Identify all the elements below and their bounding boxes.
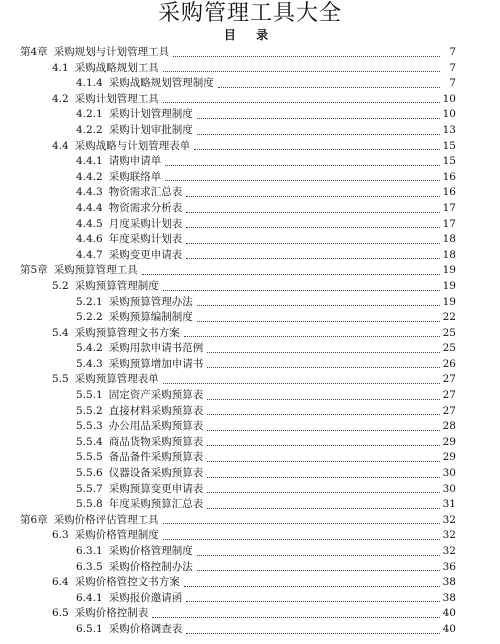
- toc-entry-page-number: 27: [442, 373, 456, 386]
- toc-entry-title: 采购计划管理制度: [108, 108, 193, 121]
- toc-entry-page-number: 38: [442, 576, 456, 589]
- toc-entry[interactable]: [0, 497, 500, 513]
- toc-entry-title: 采购报价邀请函: [108, 591, 183, 604]
- toc-entry-page-number: 27: [442, 389, 456, 402]
- toc-entry-number: 6.5: [52, 607, 69, 620]
- toc-entry-number: 4.2.2: [76, 123, 103, 136]
- toc-entry-title: 采购价格管理制度: [108, 545, 193, 557]
- dot-leader: [207, 367, 440, 368]
- toc-entry[interactable]: [0, 263, 500, 279]
- toc-entry-number: 5.5.2: [76, 404, 103, 417]
- toc-entry-number: 4.4: [52, 139, 69, 152]
- table-of-contents: [0, 45, 500, 638]
- toc-entry-page-number: 30: [442, 482, 456, 495]
- toc-entry-number: 5.4.3: [76, 357, 103, 370]
- toc-entry-page-number: 17: [442, 217, 456, 230]
- toc-entry[interactable]: [0, 326, 500, 342]
- toc-entry-number: 5.5.8: [76, 498, 103, 511]
- dot-leader: [152, 617, 440, 618]
- toc-entry-title: 物资需求汇总表: [108, 186, 183, 199]
- toc-entry-page-number: 16: [442, 186, 456, 199]
- toc-entry-number: 6.3: [52, 529, 69, 542]
- toc-entry-page-number: 31: [442, 498, 456, 511]
- dot-leader: [186, 243, 440, 244]
- toc-entry-number: 6.3.5: [76, 560, 103, 573]
- toc-entry-number: 5.4.2: [76, 342, 103, 355]
- toc-entry[interactable]: [0, 528, 500, 544]
- dot-leader: [207, 399, 440, 400]
- dot-leader: [184, 586, 440, 587]
- document-title: 采购管理工具大全: [157, 1, 342, 26]
- toc-entry-title: 采购预算管理文书方案: [74, 326, 180, 339]
- toc-entry[interactable]: [0, 279, 500, 295]
- toc-entry-title: 采购价格管控文书方案: [74, 576, 180, 589]
- toc-entry-title: 采购战略规划管理制度: [108, 77, 214, 90]
- toc-entry[interactable]: [0, 622, 500, 638]
- toc-entry-title: 采购计划管理工具: [74, 92, 159, 105]
- toc-entry-page-number: 26: [442, 357, 456, 370]
- toc-entry-title: 采购价格控制表: [74, 607, 149, 620]
- dot-leader: [186, 227, 440, 228]
- toc-entry-number: 4.1.4: [76, 77, 103, 90]
- toc-entry[interactable]: [0, 544, 500, 560]
- toc-entry-title: 采购预算管理工具: [53, 264, 138, 277]
- toc-entry-title: 固定资产采购预算表: [108, 389, 204, 402]
- dot-leader: [197, 570, 440, 571]
- dot-leader: [163, 523, 440, 524]
- toc-entry-number: 5.5.4: [76, 435, 103, 448]
- toc-entry-title: 采购用款申请书范例: [108, 342, 204, 355]
- toc-entry-page-number: 7: [449, 77, 456, 90]
- toc-entry-number: 5.5.1: [76, 389, 103, 402]
- toc-entry-page-number: 7: [449, 46, 456, 58]
- dot-leader: [207, 445, 440, 446]
- toc-entry-page-number: 30: [442, 467, 456, 480]
- toc-entry-title: 采购价格控制办法: [108, 560, 193, 573]
- dot-leader: [194, 149, 440, 150]
- toc-entry-number: 4.4.5: [76, 217, 103, 230]
- toc-entry-page-number: 32: [442, 545, 456, 557]
- dot-leader: [197, 555, 440, 556]
- toc-entry[interactable]: [0, 217, 500, 233]
- toc-entry-title: 采购预算管理办法: [108, 295, 193, 308]
- toc-entry-number: 第5章: [20, 264, 48, 277]
- toc-entry-title: 采购战略与计划管理表单: [74, 139, 191, 152]
- toc-entry-page-number: 28: [442, 420, 456, 433]
- dot-leader: [186, 633, 440, 634]
- toc-entry-number: 4.4.3: [76, 186, 103, 199]
- toc-entry[interactable]: [0, 76, 500, 92]
- toc-entry-page-number: 19: [442, 295, 456, 308]
- toc-entry-page-number: 16: [442, 170, 456, 183]
- dot-leader: [197, 321, 440, 322]
- toc-entry-page-number: 10: [442, 92, 456, 105]
- toc-entry-number: 4.4.4: [76, 201, 103, 214]
- toc-entry-page-number: 29: [442, 451, 456, 464]
- toc-entry[interactable]: [0, 435, 500, 451]
- toc-entry[interactable]: [0, 139, 500, 155]
- dot-leader: [197, 305, 440, 306]
- dot-leader: [207, 461, 440, 462]
- toc-entry-title: 请购申请单: [108, 155, 162, 168]
- dot-leader: [163, 102, 440, 103]
- dot-leader: [207, 430, 440, 431]
- toc-entry[interactable]: [0, 357, 500, 373]
- toc-entry-title: 采购联络单: [108, 170, 162, 183]
- toc-entry-page-number: 22: [442, 311, 456, 324]
- toc-entry-page-number: 19: [442, 264, 456, 277]
- toc-entry-page-number: 15: [442, 139, 456, 152]
- toc-entry[interactable]: [0, 404, 500, 420]
- toc-entry-title: 采购计划审批制度: [108, 123, 193, 136]
- toc-entry[interactable]: [0, 154, 500, 170]
- toc-entry[interactable]: [0, 232, 500, 248]
- toc-entry-title: 月度采购计划表: [108, 217, 183, 230]
- toc-entry-number: 4.2.1: [76, 108, 103, 121]
- dot-leader: [186, 258, 440, 259]
- dot-leader: [173, 56, 440, 57]
- toc-entry[interactable]: [0, 341, 500, 357]
- toc-entry-number: 5.4: [52, 326, 69, 339]
- toc-entry[interactable]: [0, 388, 500, 404]
- toc-entry-page-number: 15: [442, 155, 456, 168]
- dot-leader: [207, 492, 440, 493]
- toc-entry-page-number: 17: [442, 201, 456, 214]
- toc-heading: 目 录: [223, 28, 277, 42]
- toc-entry-title: 直接材料采购预算表: [108, 404, 204, 417]
- toc-entry[interactable]: [0, 248, 500, 264]
- toc-entry-title: 年度采购计划表: [108, 233, 183, 246]
- dot-leader: [207, 477, 440, 478]
- toc-entry-title: 采购战略规划工具: [74, 61, 159, 74]
- toc-entry-number: 5.5.5: [76, 451, 103, 464]
- toc-entry-number: 6.4.1: [76, 591, 103, 604]
- dot-leader: [218, 87, 440, 88]
- toc-entry-title: 备品备件采购预算表: [108, 451, 204, 464]
- toc-entry-number: 第6章: [20, 513, 48, 526]
- toc-entry[interactable]: [0, 185, 500, 201]
- toc-entry-page-number: 40: [442, 622, 456, 635]
- toc-entry[interactable]: [0, 560, 500, 576]
- toc-entry[interactable]: [0, 450, 500, 466]
- dot-leader: [207, 352, 440, 353]
- toc-entry-page-number: 10: [442, 108, 456, 121]
- toc-entry[interactable]: [0, 45, 500, 61]
- toc-entry[interactable]: [0, 170, 500, 186]
- toc-entry-number: 5.2.2: [76, 311, 103, 324]
- dot-leader: [186, 601, 440, 602]
- toc-entry-title: 采购变更申请表: [108, 248, 183, 261]
- toc-entry-page-number: 25: [442, 342, 456, 355]
- toc-entry[interactable]: [0, 92, 500, 108]
- toc-entry-number: 6.3.1: [76, 545, 103, 557]
- dot-leader: [186, 212, 440, 213]
- toc-entry[interactable]: [0, 61, 500, 77]
- toc-entry-page-number: 38: [442, 591, 456, 604]
- toc-entry[interactable]: [0, 372, 500, 388]
- toc-entry-title: 物资需求分析表: [108, 201, 183, 214]
- toc-entry-page-number: 29: [442, 435, 456, 448]
- toc-entry-number: 4.4.7: [76, 248, 103, 261]
- toc-entry-title: 采购规划与计划管理工具: [53, 46, 170, 58]
- dot-leader: [207, 414, 440, 415]
- toc-entry[interactable]: [0, 201, 500, 217]
- toc-entry[interactable]: [0, 575, 500, 591]
- toc-entry-page-number: 18: [442, 248, 456, 261]
- toc-entry-title: 采购价格管理制度: [74, 529, 159, 542]
- toc-entry[interactable]: [0, 466, 500, 482]
- toc-entry-number: 5.2: [52, 279, 69, 292]
- dot-leader: [186, 196, 440, 197]
- toc-entry-title: 采购预算编制制度: [108, 311, 193, 324]
- toc-entry-number: 5.2.1: [76, 295, 103, 308]
- toc-entry[interactable]: [0, 295, 500, 311]
- toc-entry-number: 5.5.6: [76, 467, 103, 480]
- dot-leader: [165, 180, 440, 181]
- toc-entry-page-number: 25: [442, 326, 456, 339]
- toc-entry-page-number: 27: [442, 404, 456, 417]
- toc-entry-number: 4.4.2: [76, 170, 103, 183]
- toc-entry[interactable]: [0, 107, 500, 123]
- dot-leader: [207, 508, 440, 509]
- toc-entry-title: 仪器设备采购预算表: [108, 467, 204, 480]
- toc-entry-title: 商品货物采购预算表: [108, 435, 204, 448]
- toc-entry-page-number: 32: [442, 529, 456, 542]
- toc-entry[interactable]: [0, 513, 500, 529]
- toc-entry-title: 采购预算增加申请书: [108, 357, 204, 370]
- toc-entry-title: 办公用品采购预算表: [108, 420, 204, 433]
- dot-leader: [163, 539, 440, 540]
- toc-entry-title: 年度采购预算汇总表: [108, 498, 204, 511]
- toc-entry-title: 采购预算变更申请表: [108, 482, 204, 495]
- dot-leader: [165, 165, 440, 166]
- dot-leader: [142, 274, 440, 275]
- toc-entry[interactable]: [0, 419, 500, 435]
- toc-entry-page-number: 19: [442, 279, 456, 292]
- toc-entry-number: 4.1: [52, 61, 69, 74]
- dot-leader: [163, 290, 440, 291]
- toc-entry-page-number: 13: [442, 123, 456, 136]
- toc-entry[interactable]: [0, 482, 500, 498]
- toc-entry-number: 4.4.6: [76, 233, 103, 246]
- toc-entry-number: 6.4: [52, 576, 69, 589]
- toc-entry-page-number: 7: [449, 61, 456, 74]
- toc-entry[interactable]: [0, 606, 500, 622]
- toc-entry-page-number: 18: [442, 233, 456, 246]
- toc-entry-number: 6.5.1: [76, 622, 103, 635]
- toc-entry-title: 采购价格评估管理工具: [53, 513, 159, 526]
- dot-leader: [163, 383, 440, 384]
- toc-entry-number: 4.4.1: [76, 155, 103, 168]
- toc-entry[interactable]: [0, 123, 500, 139]
- toc-entry-title: 采购预算管理制度: [74, 279, 159, 292]
- dot-leader: [184, 336, 440, 337]
- toc-entry-title: 采购预算管理表单: [74, 373, 159, 386]
- toc-entry[interactable]: [0, 310, 500, 326]
- toc-entry-number: 5.5.3: [76, 420, 103, 433]
- toc-entry-number: 第4章: [20, 46, 48, 58]
- dot-leader: [197, 118, 440, 119]
- dot-leader: [163, 71, 440, 72]
- toc-entry-page-number: 40: [442, 607, 456, 620]
- toc-entry-page-number: 32: [442, 513, 456, 526]
- toc-entry-title: 采购价格调查表: [108, 622, 183, 635]
- toc-entry-number: 5.5.7: [76, 482, 103, 495]
- toc-entry-number: 4.2: [52, 92, 69, 105]
- toc-entry-page-number: 36: [442, 560, 456, 573]
- toc-entry[interactable]: [0, 591, 500, 607]
- toc-entry-number: 5.5: [52, 373, 69, 386]
- dot-leader: [197, 134, 440, 135]
